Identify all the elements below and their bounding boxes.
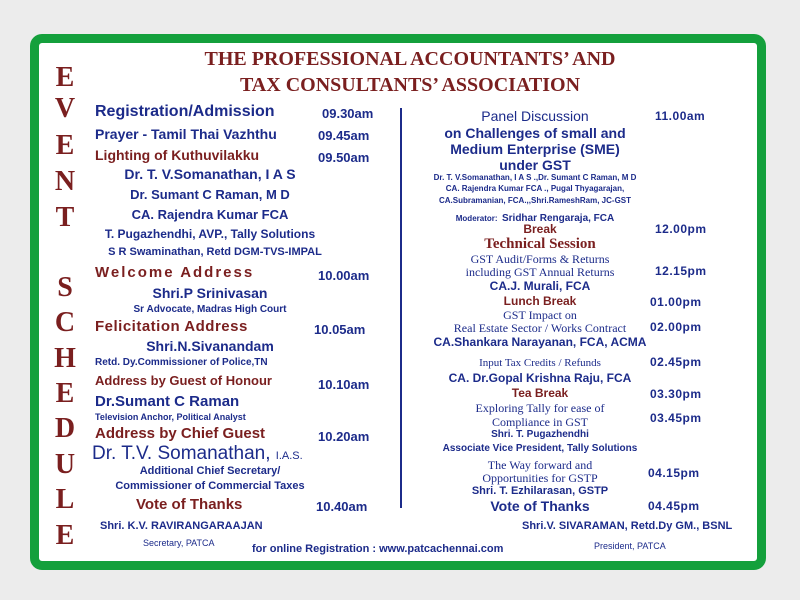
chief-guest-speaker-suffix: I.A.S.: [275, 450, 303, 462]
way-forward-topic-1: The Way forward and: [487, 458, 593, 472]
lunch-break-time: 01.00pm: [650, 295, 702, 309]
side-letter-6: C: [54, 307, 76, 338]
dignitary-1: Dr. T. V.Somanathan, I A S: [124, 166, 296, 182]
way-forward-topic-2: Opportunities for GSTP: [482, 471, 598, 485]
gst-audit-time: 12.15pm: [655, 264, 707, 278]
panelists-1: Dr. T. V.Somanathan, I A S .,Dr. Sumant C Raman, M D: [433, 173, 637, 182]
vote-of-thanks-left-time: 10.40am: [316, 499, 368, 514]
felicitation-speaker: Shri.N.Sivanandam: [146, 338, 274, 354]
gst-impact-topic-1: GST Impact on: [503, 308, 577, 322]
side-letter-10: U: [54, 449, 76, 480]
panel-title-3: Medium Enterprise (SME): [450, 141, 620, 157]
vote-of-thanks-right: Vote of Thanks: [490, 498, 590, 514]
vote-of-thanks-left: Vote of Thanks: [136, 496, 243, 513]
title-line-2: TAX CONSULTANTS’ ASSOCIATION: [239, 74, 581, 96]
gst-impact-speaker: CA.Shankara Narayanan, FCA, ACMA: [433, 335, 647, 349]
tea-break-time: 03.30pm: [650, 387, 702, 401]
technical-session-label: Technical Session: [484, 236, 596, 252]
side-letter-7: H: [54, 343, 76, 374]
president-name: Shri.V. SIVARAMAN, Retd.Dy GM., BSNL: [522, 520, 733, 532]
panel-title-1: Panel Discussion: [481, 108, 589, 124]
guest-honour-label: Address by Guest of Honour: [95, 373, 272, 388]
secretary-role: Secretary, PATCA: [143, 538, 215, 548]
tally-speaker-role: Associate Vice President, Tally Solutions: [442, 443, 638, 454]
side-letter-2: E: [55, 130, 75, 161]
side-letter-11: L: [55, 484, 75, 515]
chief-guest-speaker: [92, 443, 303, 465]
guest-honour-speaker-role: Television Anchor, Political Analyst: [95, 412, 246, 422]
break-label: Break: [523, 222, 557, 236]
side-letter-0: E: [55, 62, 75, 93]
felicitation-time: 10.05am: [314, 322, 366, 337]
tally-time: 03.45pm: [650, 411, 702, 425]
vote-of-thanks-right-time: 04.45pm: [648, 499, 700, 513]
dignitary-4: T. Pugazhendhi, AVP., Tally Solutions: [104, 227, 316, 241]
dignitary-3: CA. Rajendra Kumar FCA: [131, 207, 289, 222]
gst-impact-topic-2: Real Estate Sector / Works Contract: [453, 321, 627, 335]
chief-guest-label: Address by Chief Guest: [95, 425, 266, 442]
gst-audit-topic-1: GST Audit/Forms & Returns: [470, 252, 610, 266]
chief-guest-role-1: Additional Chief Secretary/: [139, 465, 281, 477]
welcome-label: Welcome Address: [95, 264, 255, 281]
side-letter-9: D: [54, 413, 76, 444]
registration-label: Registration/Admission: [95, 103, 275, 120]
column-divider: [400, 108, 402, 508]
side-letter-5: S: [57, 272, 73, 303]
secretary-name: Shri. K.V. RAVIRANGARAAJAN: [100, 520, 263, 532]
moderator-label: Moderator:: [455, 214, 498, 223]
tally-topic-2: Compliance in GST: [492, 415, 588, 429]
lighting-label: Lighting of Kuthuvilakku: [95, 147, 260, 163]
guest-honour-time: 10.10am: [318, 377, 370, 392]
way-forward-time: 04.15pm: [648, 466, 700, 480]
prayer-label: Prayer - Tamil Thai Vazhthu: [95, 126, 277, 142]
moderator-name: Sridhar Rengaraja, FCA: [501, 213, 615, 224]
panel-time: 11.00am: [655, 109, 706, 123]
chief-guest-time: 10.20am: [318, 429, 370, 444]
prayer-time: 09.45am: [318, 128, 370, 143]
itc-time: 02.45pm: [650, 355, 702, 369]
side-letter-8: E: [55, 378, 75, 409]
gst-audit-speaker: CA.J. Murali, FCA: [489, 279, 591, 293]
side-letter-12: E: [55, 520, 75, 551]
online-registration-note: for online Registration : www.patcachennai.com: [252, 543, 504, 555]
dignitary-2: Dr. Sumant C Raman, M D: [130, 187, 290, 202]
gst-audit-topic-2: including GST Annual Returns: [465, 265, 615, 279]
title-line-1: THE PROFESSIONAL ACCOUNTANTS’ AND: [204, 48, 616, 70]
itc-speaker: CA. Dr.Gopal Krishna Raju, FCA: [448, 371, 632, 385]
way-forward-speaker: Shri. T. Ezhilarasan, GSTP: [471, 485, 609, 497]
welcome-speaker: Shri.P Srinivasan: [152, 285, 268, 301]
lunch-break-label: Lunch Break: [503, 294, 577, 308]
side-letter-3: N: [54, 166, 76, 197]
guest-honour-speaker: Dr.Sumant C Raman: [95, 393, 240, 410]
registration-time: 09.30am: [322, 106, 374, 121]
president-role: President, PATCA: [594, 541, 666, 551]
felicitation-speaker-role: Retd. Dy.Commissioner of Police,TN: [95, 357, 268, 368]
gst-impact-time: 02.00pm: [650, 320, 702, 334]
itc-topic: Input Tax Credits / Refunds: [479, 357, 601, 369]
welcome-speaker-role: Sr Advocate, Madras High Court: [133, 304, 287, 315]
tally-topic-1: Exploring Tally for ease of: [475, 401, 605, 415]
lighting-time: 09.50am: [318, 150, 370, 165]
panelists-2: CA. Rajendra Kumar FCA ., Pugal Thyagarajan,: [445, 184, 625, 193]
break-time: 12.00pm: [655, 222, 707, 236]
chief-guest-role-2: Commissioner of Commercial Taxes: [115, 480, 305, 492]
side-letter-1: V: [54, 93, 76, 124]
panelists-3: CA.Subramanian, FCA.,,Shri.RameshRam, JC-GST: [438, 196, 632, 205]
tally-speaker: Shri. T. Pugazhendhi: [491, 429, 589, 440]
felicitation-label: Felicitation Address: [95, 318, 248, 335]
side-letter-4: T: [55, 202, 75, 233]
tea-break-label: Tea Break: [511, 386, 569, 400]
chief-guest-speaker-name: Dr. T.V. Somanathan,: [92, 443, 271, 464]
panel-title-2: on Challenges of small and: [444, 125, 626, 141]
welcome-time: 10.00am: [318, 268, 370, 283]
panel-title-4: under GST: [499, 157, 571, 173]
dignitary-5: S R Swaminathan, Retd DGM-TVS-IMPAL: [108, 246, 322, 258]
